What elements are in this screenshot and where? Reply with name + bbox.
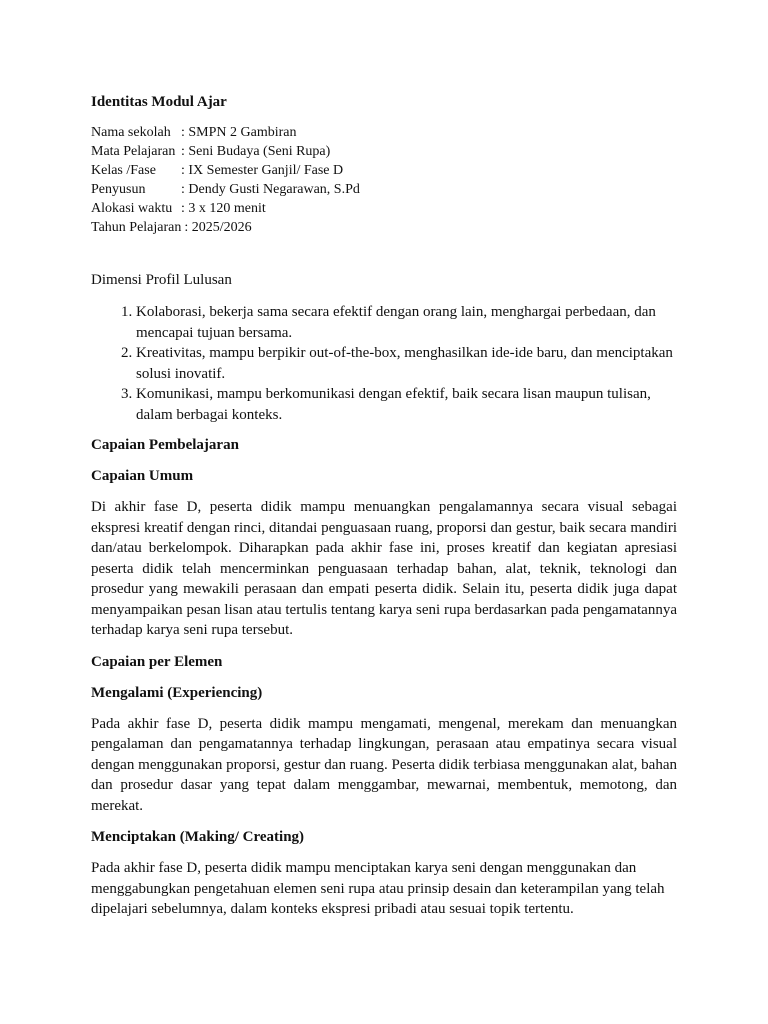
mengalami-heading: Mengalami (Experiencing) xyxy=(91,684,263,701)
identity-value: : 3 x 120 menit xyxy=(181,201,266,216)
capaian-heading: Capaian Pembelajaran xyxy=(91,437,239,453)
document-page xyxy=(91,92,677,920)
identity-label: Alokasi waktu xyxy=(91,201,173,216)
menciptakan-text: Pada akhir fase D, peserta didik mampu menciptakan karya seni dengan menggunakan dan menggabungkan pengetahuan elemen seni rupa atau prinsip desain dan keterampilan yang telah dipelajari sebelumnya, dalam konteks ekspresi pribadi atau sesuai topik tertentu. xyxy=(91,860,665,917)
identity-label: Tahun Pelajaran xyxy=(91,220,182,235)
identity-label: Mata Pelajaran xyxy=(91,144,176,159)
list-item: 1. Kolaborasi, bekerja sama secara efektif dengan orang lain, menghargai perbedaan, dan mencapai tujuan bersama. xyxy=(136,302,677,343)
list-item: 2. Kreativitas, mampu berpikir out-of-the-box, menghasilkan ide-ide baru, dan menciptakan solusi inovatif. xyxy=(136,343,677,384)
identity-row-year xyxy=(91,218,677,237)
identity-row-author xyxy=(91,180,677,199)
capaian-elemen-heading: Capaian per Elemen xyxy=(91,653,223,670)
mengalami-text: Pada akhir fase D, peserta didik mampu mengamati, mengenal, merekam dan menuangkan pengalaman dan pengamatannya terhadap lingkungan, perasaan atau empatinya secara visual dengan menggunakan proporsi, gestur dan ruang. Peserta didik terbiasa menggunakan alat, bahan dan prosedur dasar yang tepat dalam menggambar, mewarnai, membentuk, memotong, dan merekat. xyxy=(91,715,677,814)
menciptakan-heading: Menciptakan (Making/ Creating) xyxy=(91,829,305,845)
identity-row-subject xyxy=(91,142,677,161)
identity-row-class xyxy=(91,161,677,180)
profile-list xyxy=(91,302,677,425)
identity-value: : 2025/2026 xyxy=(184,220,252,235)
list-item: 3. Komunikasi, mampu berkomunikasi dengan efektif, baik secara lisan maupun tulisan, dalam berbagai konteks. xyxy=(136,384,677,425)
capaian-umum-heading: Capaian Umum xyxy=(91,468,194,484)
identity-value: : SMPN 2 Gambiran xyxy=(181,125,297,140)
identity-row-school xyxy=(91,123,677,142)
profile-heading: Dimensi Profil Lulusan xyxy=(91,272,232,288)
identity-label: Penyusun xyxy=(91,182,146,197)
identity-table xyxy=(91,123,677,237)
capaian-umum-text: Di akhir fase D, peserta didik mampu menuangkan pengalamannya secara visual sebagai ekspresi kreatif dengan rinci, ditandai penguasaan ruang, proporsi dan gestur, baik secara mandiri dan/atau berkelompok. Diharapkan pada akhir fase ini, proses kreatif dan kegiatan apresiasi peserta didik telah mencerminkan penguasaan terhadap bahan, alat, teknik, teknologi dan prosedur yang mewakili perasaan dan empati peserta didik. Selain itu, peserta didik juga dapat menyampaikan pesan lisan atau tertulis tentang karya seni rupa berdasarkan pada pengamatannya terhadap karya seni rupa tersebut. xyxy=(91,499,677,638)
identity-row-time xyxy=(91,199,677,218)
identity-value: : Dendy Gusti Negarawan, S.Pd xyxy=(181,182,360,197)
identity-value: : IX Semester Ganjil/ Fase D xyxy=(181,163,344,178)
identity-value: : Seni Budaya (Seni Rupa) xyxy=(181,144,331,159)
identity-label: Nama sekolah xyxy=(91,125,171,140)
identity-label: Kelas /Fase xyxy=(91,163,156,178)
identity-title: Identitas Modul Ajar xyxy=(91,94,227,110)
